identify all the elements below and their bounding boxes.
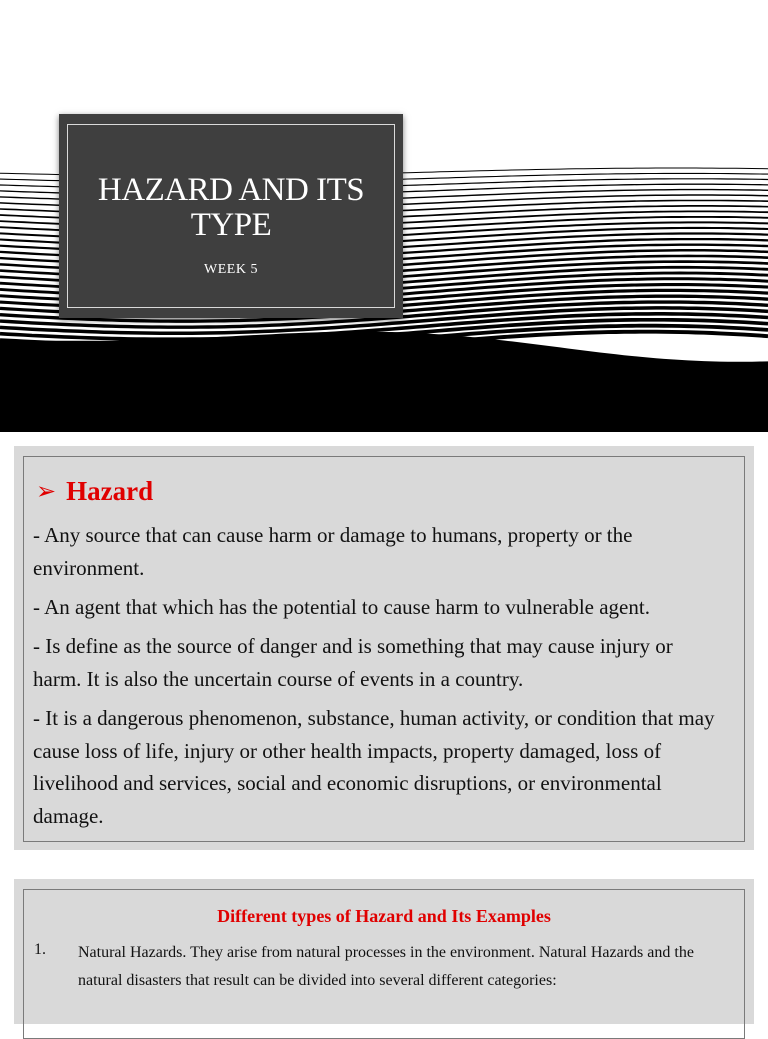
list-item-number: 1. [34, 941, 46, 958]
hazard-heading [36, 476, 153, 507]
definition-paragraph-2: - An agent that which has the potential to cause harm to vulnerable agent. [33, 595, 650, 619]
types-heading: Different types of Hazard and Its Examples [217, 906, 551, 926]
slide-subtitle: WEEK 5 [204, 262, 258, 277]
arrow-bullet-icon: ➢ [36, 479, 57, 505]
title-card-frame [67, 124, 395, 308]
definition-paragraph-1: - Any source that can cause harm or damage to humans, property or the environment. [33, 523, 633, 580]
list-item-text: Natural Hazards. They arise from natural processes in the environment. Natural Hazards and the natural disasters that result can be divided into several different categories: [78, 944, 694, 989]
hazard-definition-slide [14, 446, 754, 850]
title-slide [0, 0, 768, 432]
definition-paragraph-4: - It is a dangerous phenomenon, substance, human activity, or condition that may cause loss of life, injury or other health impacts, property damaged, loss of livelihood and services, social and economic disruptions, or environmental damage. [33, 706, 715, 828]
hazard-types-slide [14, 879, 754, 1024]
hazard-heading-text: Hazard [66, 476, 154, 506]
slide-title: HAZARD AND ITS TYPE [97, 172, 365, 243]
title-card [59, 114, 403, 318]
definition-paragraph-3: - Is define as the source of danger and is something that may cause injury or harm. It is also the uncertain course of events in a country. [33, 634, 673, 691]
